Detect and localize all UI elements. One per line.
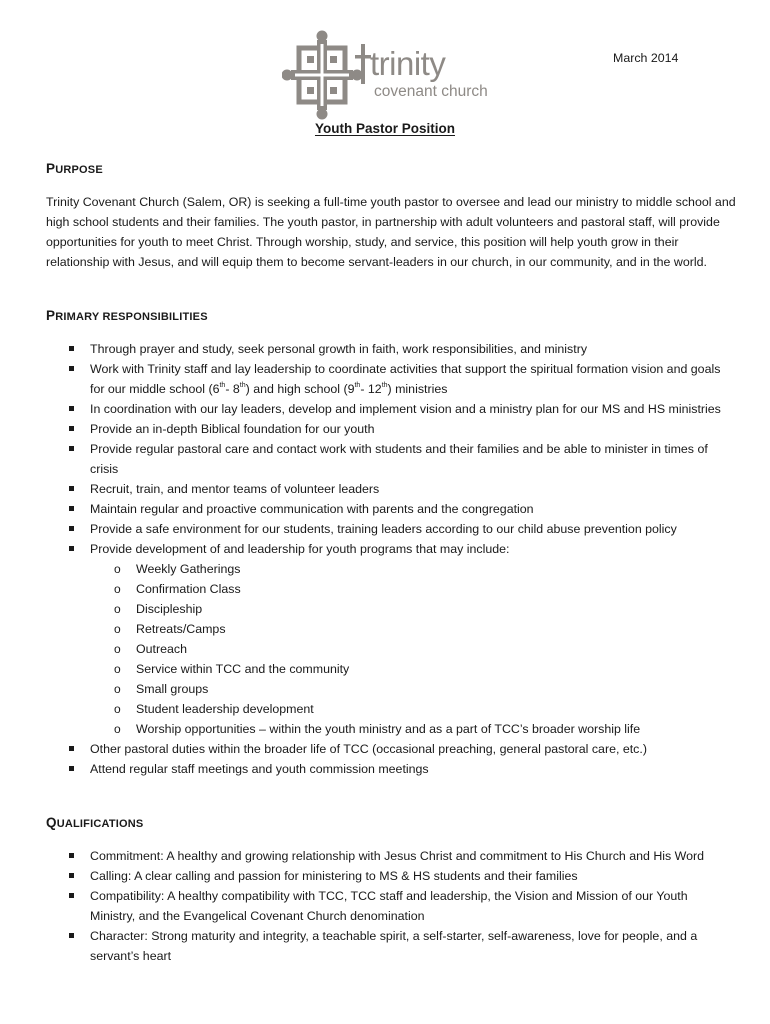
page-title <box>0 121 770 136</box>
sub-list-item: o Retreats/Camps <box>90 619 736 639</box>
list-item: Recruit, train, and mentor teams of volunteer leaders <box>46 479 736 499</box>
list-item <box>46 539 736 739</box>
church-logo <box>282 30 492 120</box>
list-item: Other pastoral duties within the broader life of TCC (occasional preaching, general pastoral care, etc.) <box>46 739 736 759</box>
list-item: Calling: A clear calling and passion for ministering to MS & HS students and their families <box>46 866 736 886</box>
list-item: Compatibility: A healthy compatibility with TCC, TCC staff and leadership, the Vision and Mission of our Youth Ministry, and the Evangelical Covenant Church denomination <box>46 886 736 926</box>
list-item: Work with Trinity staff and lay leadership to coordinate activities that support the spiritual formation vision and goals for our middle school (6th- 8th) and high school (9th- 12th) ministries <box>46 359 736 399</box>
sub-list-item: o Weekly Gatherings <box>90 559 736 579</box>
list-item: Provide a safe environment for our students, training leaders according to our child abuse prevention policy <box>46 519 736 539</box>
list-item: In coordination with our lay leaders, develop and implement vision and a ministry plan for our MS and HS ministries <box>46 399 736 419</box>
qualifications-list <box>46 846 736 966</box>
list-item: Attend regular staff meetings and youth commission meetings <box>46 759 736 779</box>
programs-list <box>90 559 736 739</box>
list-item: Character: Strong maturity and integrity, a teachable spirit, a self-starter, self-awareness, love for people, and a servant’s heart <box>46 926 736 966</box>
list-item: Maintain regular and proactive communication with parents and the congregation <box>46 499 736 519</box>
page-title-text: Youth Pastor Position <box>314 121 455 136</box>
logo-wordmark: trinity <box>370 45 446 82</box>
list-item: Through prayer and study, seek personal growth in faith, work responsibilities, and ministry <box>46 339 736 359</box>
logo-cross-glyph <box>355 44 371 84</box>
sub-list-item: o Small groups <box>90 679 736 699</box>
sub-list-item: o Discipleship <box>90 599 736 619</box>
sub-list-item: o Outreach <box>90 639 736 659</box>
purpose-text: Trinity Covenant Church (Salem, OR) is seeking a full-time youth pastor to oversee and lead our ministry to middle school and high school students and their families. The youth pastor, in partnership with adult volunteers and pastoral staff, will provide opportunities for youth to meet Christ. Through worship, study, and service, this position will help youth grow in their relationship with Jesus, and will equip them to become servant-leaders in our church, in our community, and in the world. <box>46 195 736 269</box>
list-item: Commitment: A healthy and growing relationship with Jesus Christ and commitment to His Church and His Word <box>46 846 736 866</box>
purpose-heading: PURPOSE <box>46 161 103 176</box>
responsibilities-list <box>46 339 736 779</box>
logo-subtitle: covenant church <box>374 83 488 100</box>
programs-intro: Provide development of and leadership for youth programs that may include: <box>90 542 510 556</box>
document-date: March 2014 <box>613 51 679 65</box>
qualifications-heading: QUALIFICATIONS <box>46 815 144 830</box>
celtic-cross-icon <box>282 30 362 120</box>
sub-list-item: o Worship opportunities – within the youth ministry and as a part of TCC’s broader worship life <box>90 719 736 739</box>
responsibilities-heading: PRIMARY RESPONSIBILITIES <box>46 308 208 323</box>
list-item: Provide regular pastoral care and contact work with students and their families and be able to minister in times of crisis <box>46 439 736 479</box>
list-item: Provide an in-depth Biblical foundation for our youth <box>46 419 736 439</box>
sub-list-item: o Confirmation Class <box>90 579 736 599</box>
sub-list-item: o Service within TCC and the community <box>90 659 736 679</box>
sub-list-item: o Student leadership development <box>90 699 736 719</box>
